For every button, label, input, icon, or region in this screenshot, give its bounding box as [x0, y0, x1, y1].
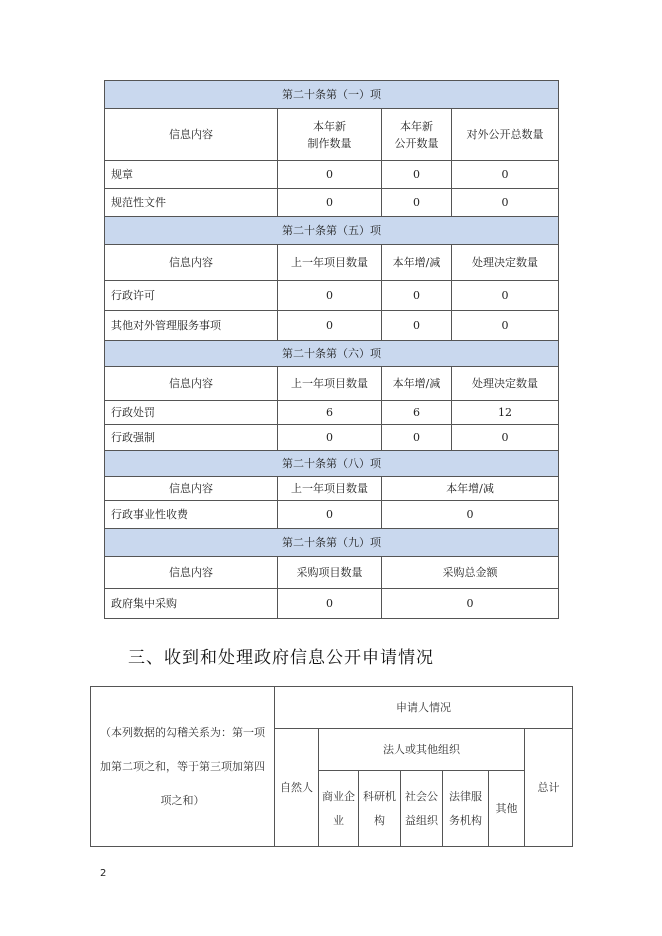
header-cell: 采购总金额 [382, 557, 559, 589]
disclosure-table [104, 80, 559, 619]
legal-org-header: 法人或其他组织 [319, 729, 525, 771]
header-cell: 本年增/减 [382, 477, 559, 501]
cell-value: 0 [382, 501, 559, 529]
section-title-9: 第二十条第（九）项 [105, 529, 559, 557]
table-row [105, 589, 559, 619]
cell-value: 6 [382, 401, 452, 425]
natural-person-header: 自然人 [275, 729, 319, 847]
cell-value: 0 [278, 425, 382, 451]
header-cell: 信息内容 [105, 367, 278, 401]
table-row [105, 425, 559, 451]
sub-header: 商业企业 [319, 771, 359, 847]
row-label: 规范性文件 [105, 189, 278, 217]
column-header-row [105, 557, 559, 589]
header-cell: 信息内容 [105, 109, 278, 161]
section-heading: 三、收到和处理政府信息公开申请情况 [128, 648, 434, 668]
section-header-row [105, 81, 559, 109]
row-label: 行政事业性收费 [105, 501, 278, 529]
cell-value: 0 [382, 311, 452, 341]
header-cell: 信息内容 [105, 245, 278, 281]
cell-value: 0 [278, 501, 382, 529]
header-cell: 对外公开总数量 [452, 109, 559, 161]
header-cell: 信息内容 [105, 477, 278, 501]
row-label: 行政处罚 [105, 401, 278, 425]
sub-header: 科研机构 [359, 771, 401, 847]
cell-value: 0 [452, 281, 559, 311]
row-label: 政府集中采购 [105, 589, 278, 619]
cell-value: 0 [278, 589, 382, 619]
header-cell: 上一年项目数量 [278, 245, 382, 281]
sub-header: 法律服务机构 [443, 771, 489, 847]
row-label: 行政强制 [105, 425, 278, 451]
header-cell: 本年新 制作数量 [278, 109, 382, 161]
section-header-row [105, 529, 559, 557]
cell-value: 6 [278, 401, 382, 425]
section-header-row [105, 451, 559, 477]
section-header-row [105, 341, 559, 367]
cell-value: 12 [452, 401, 559, 425]
header-cell: 信息内容 [105, 557, 278, 589]
section-title-5: 第二十条第（五）项 [105, 217, 559, 245]
section-header-row [105, 217, 559, 245]
row-label: 行政许可 [105, 281, 278, 311]
cell-value: 0 [452, 161, 559, 189]
total-header: 总计 [525, 729, 573, 847]
cell-value: 0 [382, 589, 559, 619]
header-cell: 处理决定数量 [452, 245, 559, 281]
table-row [105, 311, 559, 341]
cell-value: 0 [382, 425, 452, 451]
header-cell: 上一年项目数量 [278, 477, 382, 501]
applicant-header: 申请人情况 [275, 687, 573, 729]
column-header-row [105, 367, 559, 401]
page-number: 2 [100, 868, 107, 879]
sub-header: 其他 [489, 771, 525, 847]
section-title-1: 第二十条第（一）项 [105, 81, 559, 109]
cell-value: 0 [278, 189, 382, 217]
table-row [105, 161, 559, 189]
cell-value: 0 [278, 161, 382, 189]
cell-value: 0 [452, 311, 559, 341]
column-header-row [105, 109, 559, 161]
cell-value: 0 [382, 161, 452, 189]
table-row [105, 401, 559, 425]
cell-value: 0 [278, 311, 382, 341]
table-row [105, 281, 559, 311]
section-title-6: 第二十条第（六）项 [105, 341, 559, 367]
cell-value: 0 [382, 189, 452, 217]
header-cell: 上一年项目数量 [278, 367, 382, 401]
row-label: 规章 [105, 161, 278, 189]
column-header-row [105, 477, 559, 501]
sub-header: 社会公益组织 [401, 771, 443, 847]
header-cell: 本年增/减 [382, 245, 452, 281]
cell-value: 0 [452, 189, 559, 217]
header-cell: 本年新 公开数量 [382, 109, 452, 161]
note-cell: （本列数据的勾稽关系为：第一项加第二项之和，等于第三项加第四项之和） [91, 687, 275, 847]
section-title-8: 第二十条第（八）项 [105, 451, 559, 477]
cell-value: 0 [382, 281, 452, 311]
column-header-row [105, 245, 559, 281]
row-label: 其他对外管理服务事项 [105, 311, 278, 341]
cell-value: 0 [278, 281, 382, 311]
header-cell: 采购项目数量 [278, 557, 382, 589]
application-table [90, 686, 573, 847]
table-row [105, 501, 559, 529]
header-cell: 处理决定数量 [452, 367, 559, 401]
cell-value: 0 [452, 425, 559, 451]
table-row [105, 189, 559, 217]
header-cell: 本年增/减 [382, 367, 452, 401]
